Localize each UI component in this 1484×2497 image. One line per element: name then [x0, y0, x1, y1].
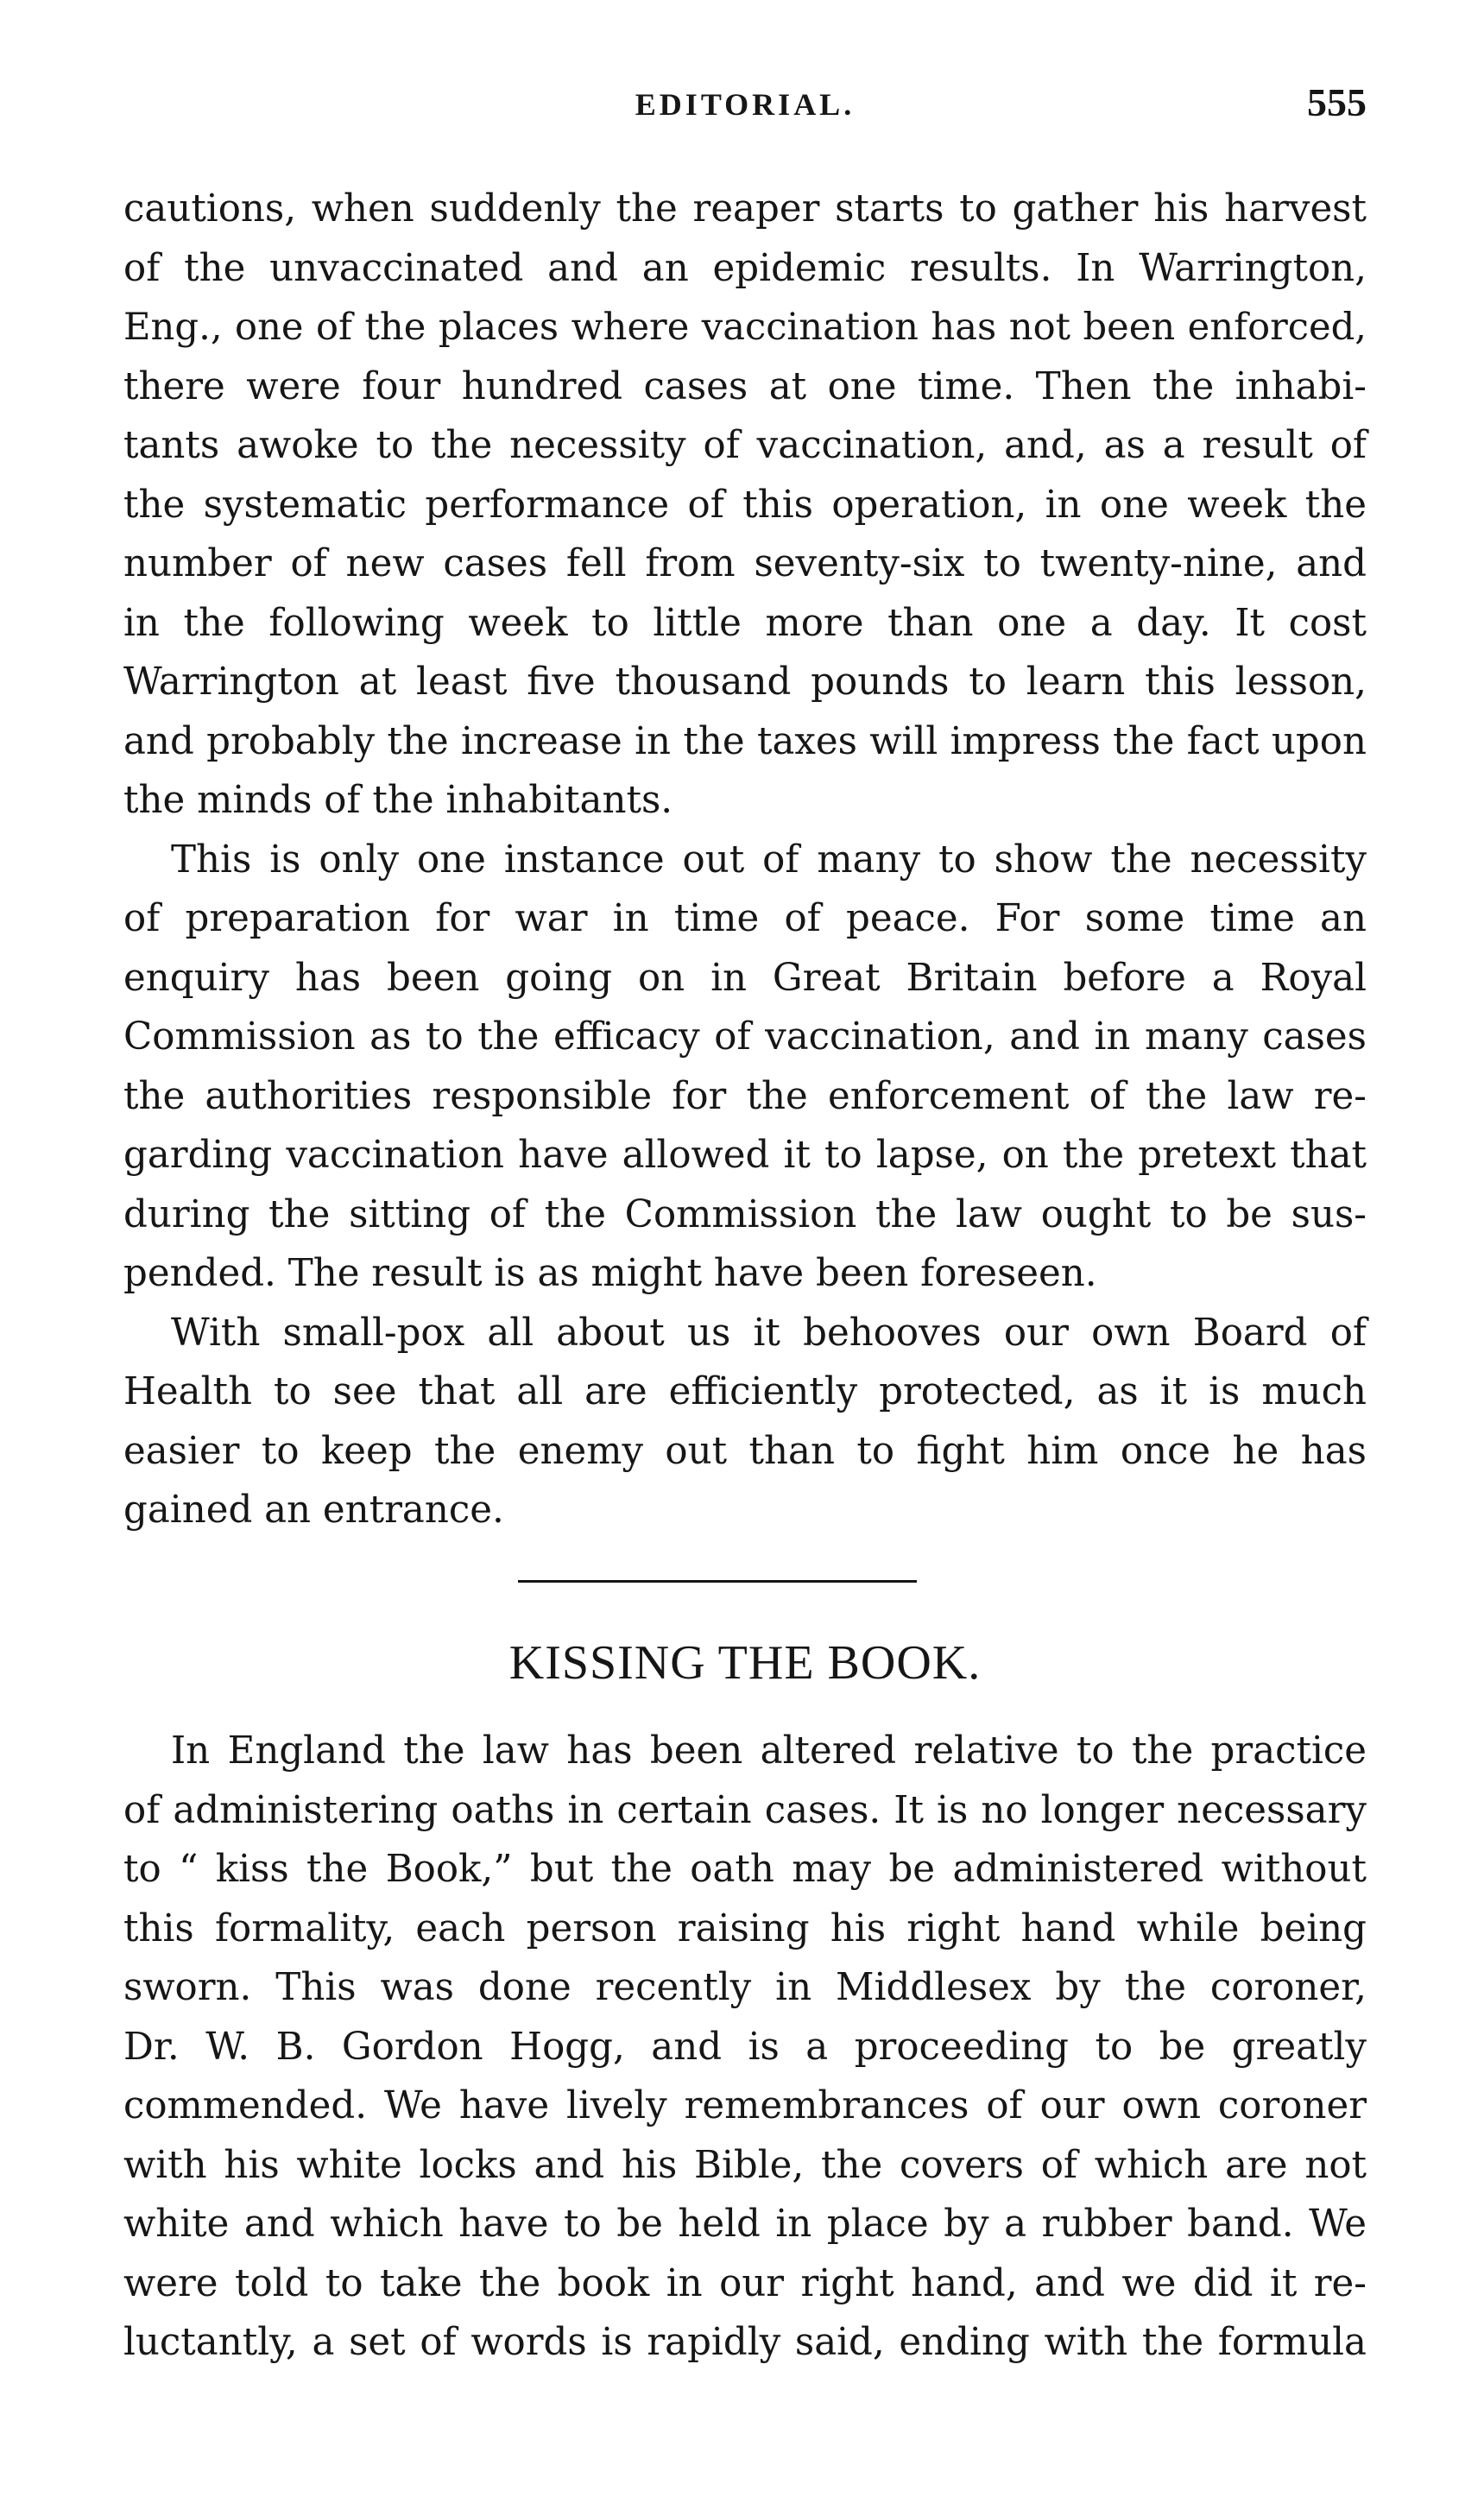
text-line: In England the law has been altered relative to the practice — [171, 1729, 1367, 1773]
text-line: of administering oaths in certain cases. It is no longer necessary — [123, 1788, 1367, 1832]
text-line: the minds of the inhabitants. — [123, 779, 673, 822]
text-line: to “ kiss the Book,” but the oath may be administered without — [123, 1848, 1367, 1891]
text-line: luctantly, a set of words is rapidly said, ending with the formula — [123, 2321, 1367, 2364]
text-line: cautions, when suddenly the reaper starts to gather his harvest — [123, 187, 1367, 231]
section-kissing-the-book-text — [123, 1722, 1367, 2373]
page-number: 555 — [1307, 80, 1367, 124]
text-line: were told to take the book in our right hand, and we did it re- — [123, 2261, 1367, 2305]
running-head — [123, 80, 1367, 138]
paragraph — [123, 180, 1367, 831]
text-line: of preparation for war in time of peace. For some time an — [123, 897, 1367, 940]
text-line: enquiry has been going on in Great Britain before a Royal — [123, 956, 1367, 1000]
text-line: easier to keep the enemy out than to fight him once he has — [123, 1429, 1367, 1473]
text-line: with his white locks and his Bible, the covers of which are not — [123, 2143, 1367, 2187]
text-line: garding vaccination have allowed it to lapse, on the pretext that — [123, 1134, 1367, 1177]
text-line: there were four hundred cases at one time. Then the inhabi- — [123, 364, 1367, 408]
text-line: commended. We have lively remembrances of our own coroner — [123, 2084, 1367, 2127]
text-line: the systematic performance of this operation, in one week the — [123, 483, 1367, 527]
paragraph — [123, 831, 1367, 1304]
text-line: Warrington at least five thousand pounds to learn this lesson, — [123, 661, 1367, 704]
running-title: EDITORIAL. — [635, 87, 856, 122]
text-line: Commission as to the efficacy of vaccination, and in many cases — [123, 1015, 1367, 1059]
paragraph — [123, 1304, 1367, 1540]
text-line: sworn. This was done recently in Middlesex by the coroner, — [123, 1966, 1367, 2009]
text-line: during the sitting of the Commission the law ought to be sus- — [123, 1192, 1367, 1236]
text-line: With small-pox all about us it behooves our own Board of — [171, 1311, 1367, 1355]
text-line: This is only one instance out of many to show the necessity — [171, 838, 1367, 882]
text-line: this formality, each person raising his right hand while being — [123, 1906, 1367, 1950]
text-line: white and which have to be held in place by a rubber band. We — [123, 2203, 1367, 2246]
text-line: Health to see that all are efficiently protected, as it is much — [123, 1370, 1367, 1413]
text-line: in the following week to little more than one a day. It cost — [123, 601, 1367, 645]
text-line: number of new cases fell from seventy-six to twenty-nine, and — [123, 542, 1367, 585]
section-divider — [518, 1580, 917, 1583]
text-line: tants awoke to the necessity of vaccination, and, as a result of — [123, 424, 1367, 467]
text-line: Dr. W. B. Gordon Hogg, and is a proceeding to be greatly — [123, 2025, 1367, 2069]
text-line: pended. The result is as might have been foreseen. — [123, 1252, 1097, 1295]
paragraph — [123, 1722, 1367, 2373]
text-line: Eng., one of the places where vaccination has not been enforced, — [123, 306, 1367, 349]
text-line: gained an entrance. — [123, 1489, 504, 1532]
section-vaccination-text — [123, 180, 1367, 1540]
text-line: the authorities responsible for the enforcement of the law re- — [123, 1074, 1367, 1118]
section-heading: KISSING THE BOOK. — [508, 1636, 982, 1690]
text-line: of the unvaccinated and an epidemic results. In Warrington, — [123, 246, 1367, 290]
text-line: and probably the increase in the taxes will impress the fact upon — [123, 719, 1367, 763]
